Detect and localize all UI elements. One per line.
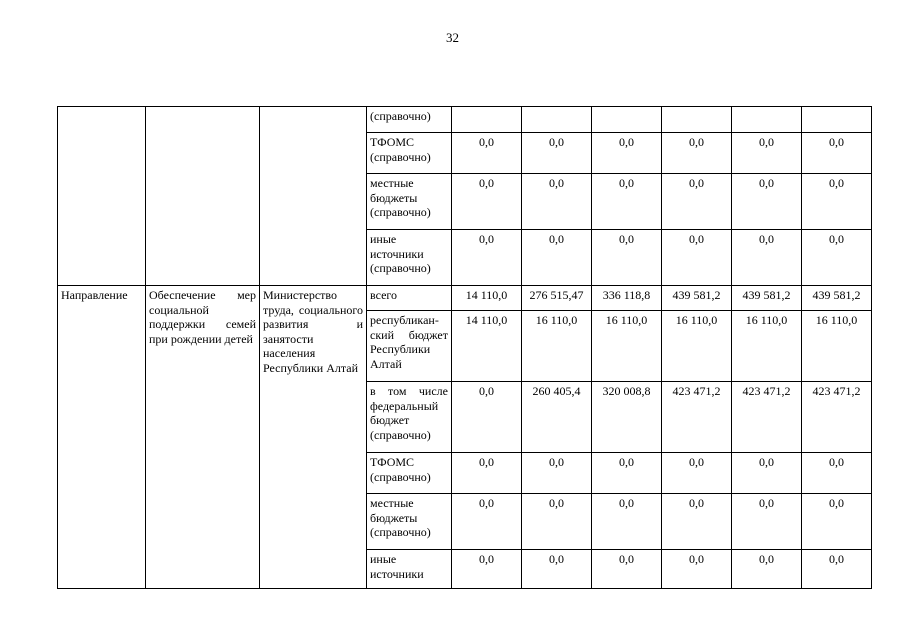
value-cell: 0,0	[802, 230, 872, 286]
table-row	[58, 286, 872, 311]
value-cell: 0,0	[662, 174, 732, 230]
value-cell: 0,0	[522, 133, 592, 174]
value-cell: 0,0	[452, 550, 522, 589]
value-cell: 423 471,2	[802, 382, 872, 453]
value-cell: 0,0	[732, 494, 802, 550]
value-cell: 0,0	[592, 453, 662, 494]
value-cell: 0,0	[732, 133, 802, 174]
value-cell: 0,0	[802, 550, 872, 589]
funding-source-cell: иные источники	[367, 550, 452, 589]
table-row	[58, 107, 872, 133]
value-cell: 0,0	[732, 174, 802, 230]
funding-source-cell: иные источники (справочно)	[367, 230, 452, 286]
page-number: 32	[446, 30, 459, 45]
value-cell: 0,0	[452, 230, 522, 286]
value-cell: 439 581,2	[662, 286, 732, 311]
value-cell: 0,0	[732, 550, 802, 589]
funding-source-cell: (справочно)	[367, 107, 452, 133]
value-cell: 0,0	[452, 382, 522, 453]
value-cell	[592, 107, 662, 133]
value-cell: 0,0	[592, 133, 662, 174]
value-cell: 14 110,0	[452, 286, 522, 311]
value-cell: 0,0	[522, 174, 592, 230]
value-cell: 0,0	[662, 453, 732, 494]
value-cell: 0,0	[662, 133, 732, 174]
funding-source-cell: ТФОМС (справочно)	[367, 453, 452, 494]
value-cell	[662, 107, 732, 133]
funding-source-cell: всего	[367, 286, 452, 311]
funding-source-cell: республикан-ский бюджет Республики Алтай	[367, 311, 452, 382]
value-cell: 0,0	[732, 230, 802, 286]
value-cell: 320 008,8	[592, 382, 662, 453]
value-cell: 0,0	[522, 494, 592, 550]
funding-source-cell: в том числе федеральный бюджет (справочно)	[367, 382, 452, 453]
value-cell: 0,0	[802, 174, 872, 230]
funding-source-cell: ТФОМС (справочно)	[367, 133, 452, 174]
value-cell: 0,0	[522, 550, 592, 589]
empty-cell	[146, 107, 260, 286]
empty-cell	[260, 107, 367, 286]
value-cell: 0,0	[522, 453, 592, 494]
value-cell: 0,0	[522, 230, 592, 286]
funding-source-cell: местные бюджеты (справочно)	[367, 494, 452, 550]
value-cell: 0,0	[662, 230, 732, 286]
value-cell: 0,0	[452, 494, 522, 550]
value-cell: 0,0	[802, 494, 872, 550]
value-cell: 0,0	[662, 550, 732, 589]
value-cell: 16 110,0	[732, 311, 802, 382]
value-cell	[732, 107, 802, 133]
value-cell: 0,0	[592, 550, 662, 589]
value-cell: 423 471,2	[662, 382, 732, 453]
empty-cell	[58, 107, 146, 286]
value-cell: 336 118,8	[592, 286, 662, 311]
executor-cell: Министерство труда, социального развития и занятости населения Республики Алтай	[260, 286, 367, 589]
value-cell: 423 471,2	[732, 382, 802, 453]
value-cell	[522, 107, 592, 133]
item-type-cell: Направление	[58, 286, 146, 589]
value-cell: 0,0	[802, 453, 872, 494]
value-cell: 260 405,4	[522, 382, 592, 453]
value-cell: 276 515,47	[522, 286, 592, 311]
value-cell: 0,0	[592, 230, 662, 286]
value-cell: 439 581,2	[732, 286, 802, 311]
value-cell: 0,0	[732, 453, 802, 494]
value-cell: 16 110,0	[662, 311, 732, 382]
funding-source-cell: местные бюджеты (справочно)	[367, 174, 452, 230]
value-cell: 14 110,0	[452, 311, 522, 382]
value-cell	[802, 107, 872, 133]
item-name-cell: Обеспечение мер социальной поддержки семей при рождении детей	[146, 286, 260, 589]
value-cell: 0,0	[592, 174, 662, 230]
value-cell: 16 110,0	[522, 311, 592, 382]
value-cell: 0,0	[662, 494, 732, 550]
value-cell: 0,0	[452, 174, 522, 230]
value-cell: 0,0	[452, 133, 522, 174]
budget-table	[57, 106, 872, 589]
value-cell: 0,0	[802, 133, 872, 174]
value-cell	[452, 107, 522, 133]
value-cell: 0,0	[452, 453, 522, 494]
value-cell: 16 110,0	[592, 311, 662, 382]
value-cell: 0,0	[592, 494, 662, 550]
value-cell: 16 110,0	[802, 311, 872, 382]
value-cell: 439 581,2	[802, 286, 872, 311]
